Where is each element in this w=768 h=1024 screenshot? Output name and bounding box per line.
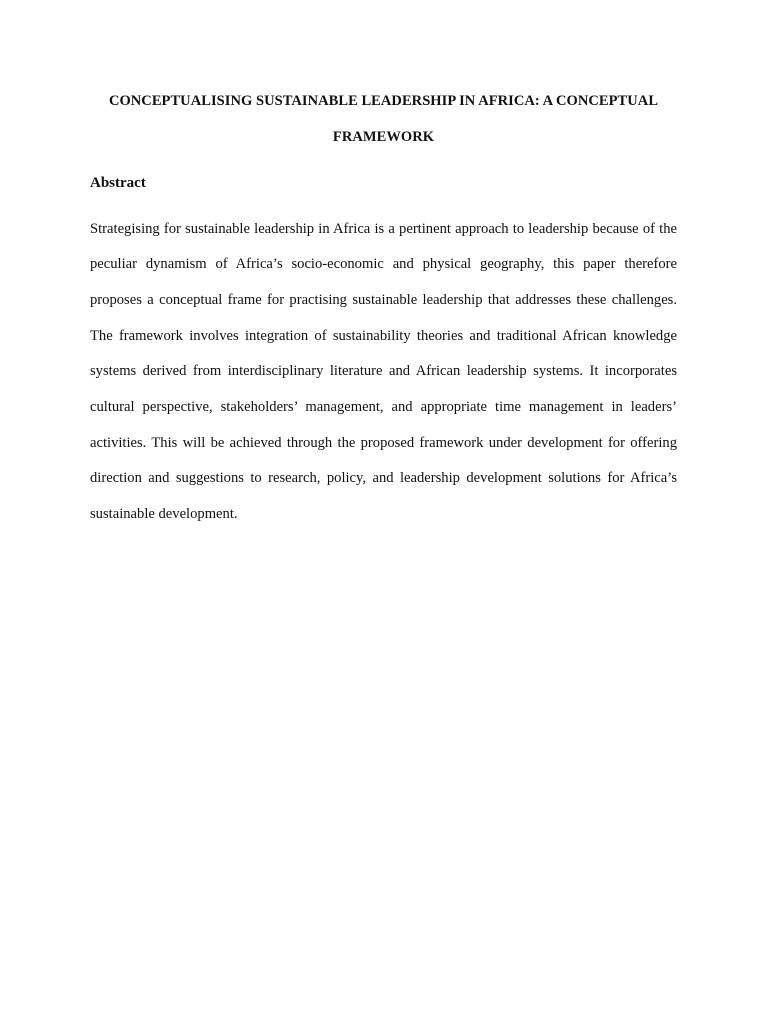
paper-title-line-1: CONCEPTUALISING SUSTAINABLE LEADERSHIP IN AFRICA: A CONCEPTUAL <box>108 93 659 109</box>
abstract-heading: Abstract <box>90 175 146 191</box>
document-page <box>90 84 677 533</box>
paper-title-line-2: FRAMEWORK <box>332 128 435 145</box>
paper-title <box>90 84 677 155</box>
abstract-paragraph: Strategising for sustainable leadership in Africa is a pertinent approach to leadership because of the peculiar dynamism of Africa’s socio-economic and physical geography, this paper therefore proposes a conceptual frame for practising sustainable leadership that addresses these challenges. The framework involves integration of sustainability theories and traditional African knowledge systems derived from interdisciplinary literature and African leadership systems. It incorporates cultural perspective, stakeholders’ management, and appropriate time management in leaders’ activities. This will be achieved through the proposed framework under development for offering direction and suggestions to research, policy, and leadership development solutions for Africa’s sustainable development. <box>90 220 677 523</box>
